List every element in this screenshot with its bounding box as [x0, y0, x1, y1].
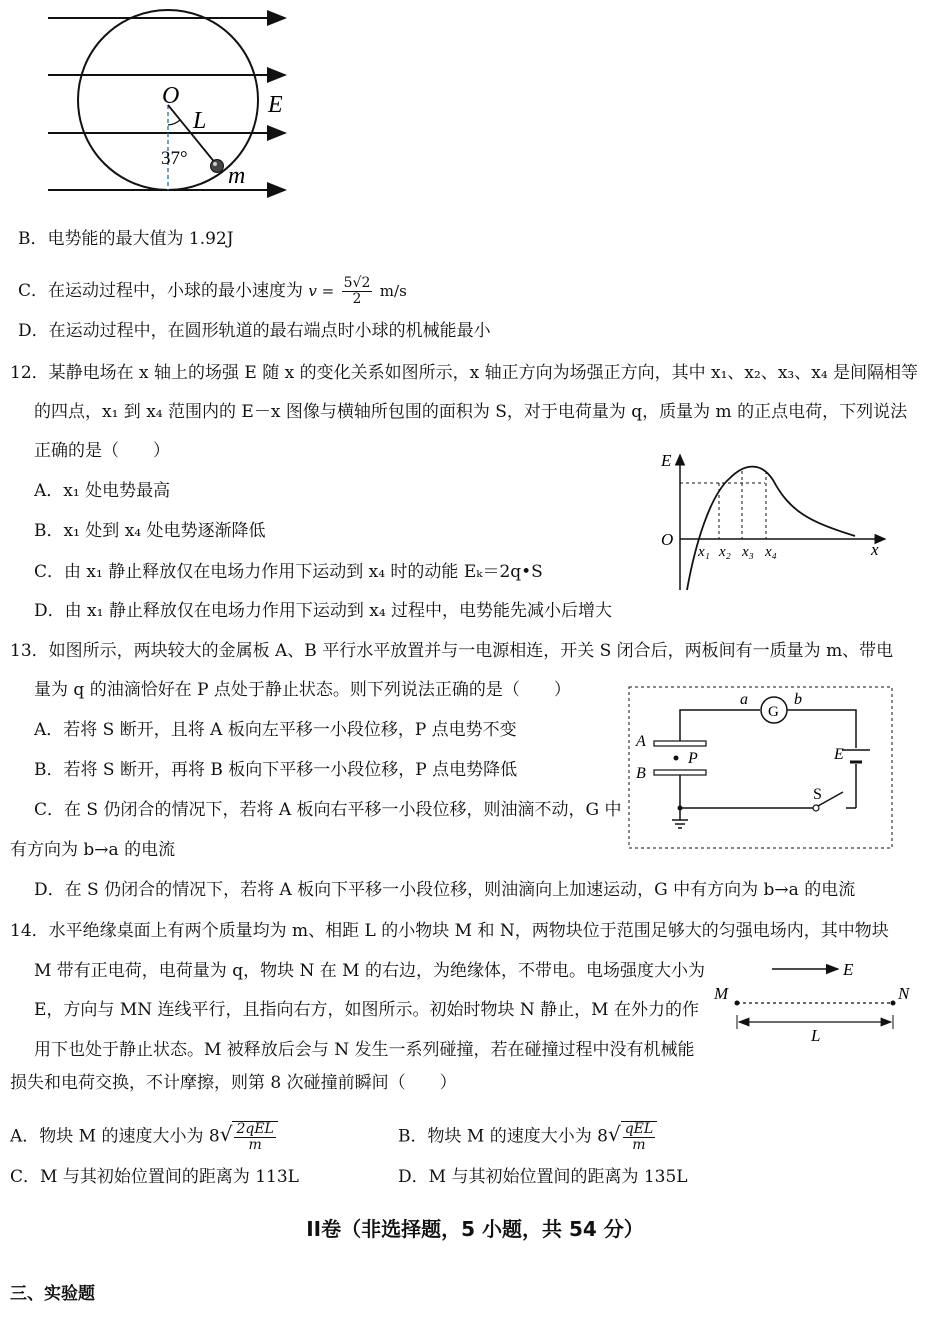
q13-option-a: A．若将 S 断开，且将 A 板向左平移一小段位移，P 点电势不变 — [34, 720, 517, 740]
circuit-label-b: b — [794, 691, 802, 708]
q11-option-c-v: v = — [308, 282, 335, 300]
label-E: E — [268, 92, 283, 118]
q13-circuit-figure — [628, 686, 894, 851]
q14-stem-line2: M 带有正电荷，电荷量为 q，物块 N 在 M 的右边，为绝缘体，不带电。电场强度大小为 — [34, 961, 705, 981]
q14-mn-figure — [710, 955, 920, 1045]
q14-option-b-radical: √ $\frac{\text{qEL}}{m}$ — [608, 1121, 657, 1153]
q12-stem-line3: 正确的是（ ） — [34, 441, 170, 461]
q14-option-b-num: qEL — [624, 1121, 654, 1137]
q14-option-a-text: A．物块 M 的速度大小为 8 — [10, 1126, 220, 1147]
q13-option-d: D．在 S 仍闭合的情况下，若将 A 板向下平移一小段位移，则油滴向上加速运动，G 中有方向为 b→a 的电流 — [34, 880, 856, 900]
circuit-label-G: G — [768, 704, 779, 720]
circuit-label-S: S — [813, 786, 822, 803]
circuit-label-A: A — [636, 733, 646, 750]
q11-option-c — [18, 276, 407, 307]
q14-stem-line5: 损失和电荷交换，不计摩擦，则第 8 次碰撞前瞬间（ ） — [10, 1073, 457, 1093]
axis-label-x: x — [871, 540, 879, 559]
q14-option-c: C．M 与其初始位置间的距离为 113L — [10, 1167, 299, 1187]
q14-stem-line3: E，方向与 MN 连线平行，且指向右方，如图所示。初始时物块 N 静止，M 在外力的作 — [34, 1000, 699, 1020]
q13-option-c-line1: C．在 S 仍闭合的情况下，若将 A 板向右平移一小段位移，则油滴不动，G 中 — [34, 800, 622, 820]
fig14-label-E: E — [843, 960, 854, 979]
circuit-label-E: E — [834, 746, 844, 763]
tick-x2: x₂ — [719, 544, 731, 560]
q14-stem-line1: 14．水平绝缘桌面上有两个质量均为 m、相距 L 的小物块 M 和 N，两物块位于范围足够大的匀强电场内，其中物块 — [10, 921, 889, 941]
label-O: O — [162, 83, 180, 109]
section-iii-title: 三、实验题 — [10, 1284, 95, 1304]
tick-x3: x₃ — [742, 544, 754, 560]
q12-option-a: A．x₁ 处电势最高 — [34, 481, 171, 501]
q14-option-a — [10, 1121, 278, 1153]
q14-option-b — [398, 1121, 657, 1153]
label-angle: 37° — [161, 148, 188, 169]
q14-option-b-text: B．物块 M 的速度大小为 8 — [398, 1126, 608, 1147]
fig14-label-N: N — [898, 984, 910, 1003]
circuit-label-B: B — [636, 765, 646, 782]
q13-option-c-line2: 有方向为 b→a 的电流 — [10, 840, 176, 860]
circuit-label-P: P — [688, 750, 698, 767]
q14-stem-line4: 用下也处于静止状态。M 被释放后会与 N 发生一系列碰撞，若在碰撞过程中没有机械能 — [34, 1040, 695, 1060]
q14-option-d: D．M 与其初始位置间的距离为 135L — [398, 1167, 688, 1187]
q12-stem-line2: 的四点，x₁ 到 x₄ 范围内的 E－x 图像与横轴所包围的面积为 S，对于电荷量为 q，质量为 m 的正点电荷，下列说法 — [34, 402, 908, 422]
label-L: L — [193, 108, 207, 134]
tick-x1: x₁ — [698, 544, 710, 560]
q12-option-b: B．x₁ 处到 x₄ 处电势逐渐降低 — [34, 521, 266, 541]
q11-option-b: B．电势能的最大值为 1.92J — [18, 229, 234, 249]
q11-option-c-den: 2 — [352, 291, 362, 307]
q13-stem-line2: 量为 q 的油滴恰好在 P 点处于静止状态。则下列说法正确的是（ ） — [34, 680, 571, 700]
q12-option-c: C．由 x₁ 静止释放仅在电场力作用下运动到 x₄ 时的动能 Eₖ＝2q•S — [34, 562, 543, 582]
label-m: m — [228, 163, 246, 189]
section-ii-title: II卷（非选择题，5 小题，共 54 分） — [306, 1217, 644, 1241]
axis-label-E: E — [661, 451, 672, 470]
circuit-label-a: a — [740, 691, 748, 708]
axis-label-O: O — [661, 530, 674, 549]
q13-option-b: B．若将 S 断开，再将 B 板向下平移一小段位移，P 点电势降低 — [34, 760, 518, 780]
q14-option-a-num: 2qEL — [236, 1121, 274, 1137]
q14-option-a-den: m — [248, 1137, 262, 1153]
q12-option-d: D．由 x₁ 静止释放仅在电场力作用下运动到 x₄ 过程中，电势能先减小后增大 — [34, 601, 613, 621]
q11-option-d: D．在运动过程中，在圆形轨道的最右端点时小球的机械能最小 — [18, 321, 491, 341]
q11-option-c-num: 5√2 — [343, 275, 371, 291]
fig14-label-M: M — [714, 984, 729, 1003]
q14-option-b-den: m — [632, 1137, 646, 1153]
q13-stem-line1: 13．如图所示，两块较大的金属板 A、B 平行水平放置并与一电源相连，开关 S 闭合后，两板间有一质量为 m、带电 — [10, 641, 894, 661]
q11-option-c-text: C．在运动过程中，小球的最小速度为 — [18, 281, 304, 301]
q11-option-c-fraction — [342, 276, 373, 307]
fig14-label-L: L — [811, 1026, 821, 1045]
q14-option-a-radical: √ $\frac{\text{2qEL}}{m}$ — [220, 1121, 278, 1153]
tick-x4: x₄ — [765, 544, 777, 560]
q12-e-x-graph — [655, 450, 895, 595]
q12-stem-line1: 12．某静电场在 x 轴上的场强 E 随 x 的变化关系如图所示，x 轴正方向为场强正方向，其中 x₁、x₂、x₃、x₄ 是间隔相等 — [10, 363, 919, 383]
q11-option-c-unit: m/s — [379, 282, 407, 300]
q11-circle-figure — [40, 0, 310, 205]
